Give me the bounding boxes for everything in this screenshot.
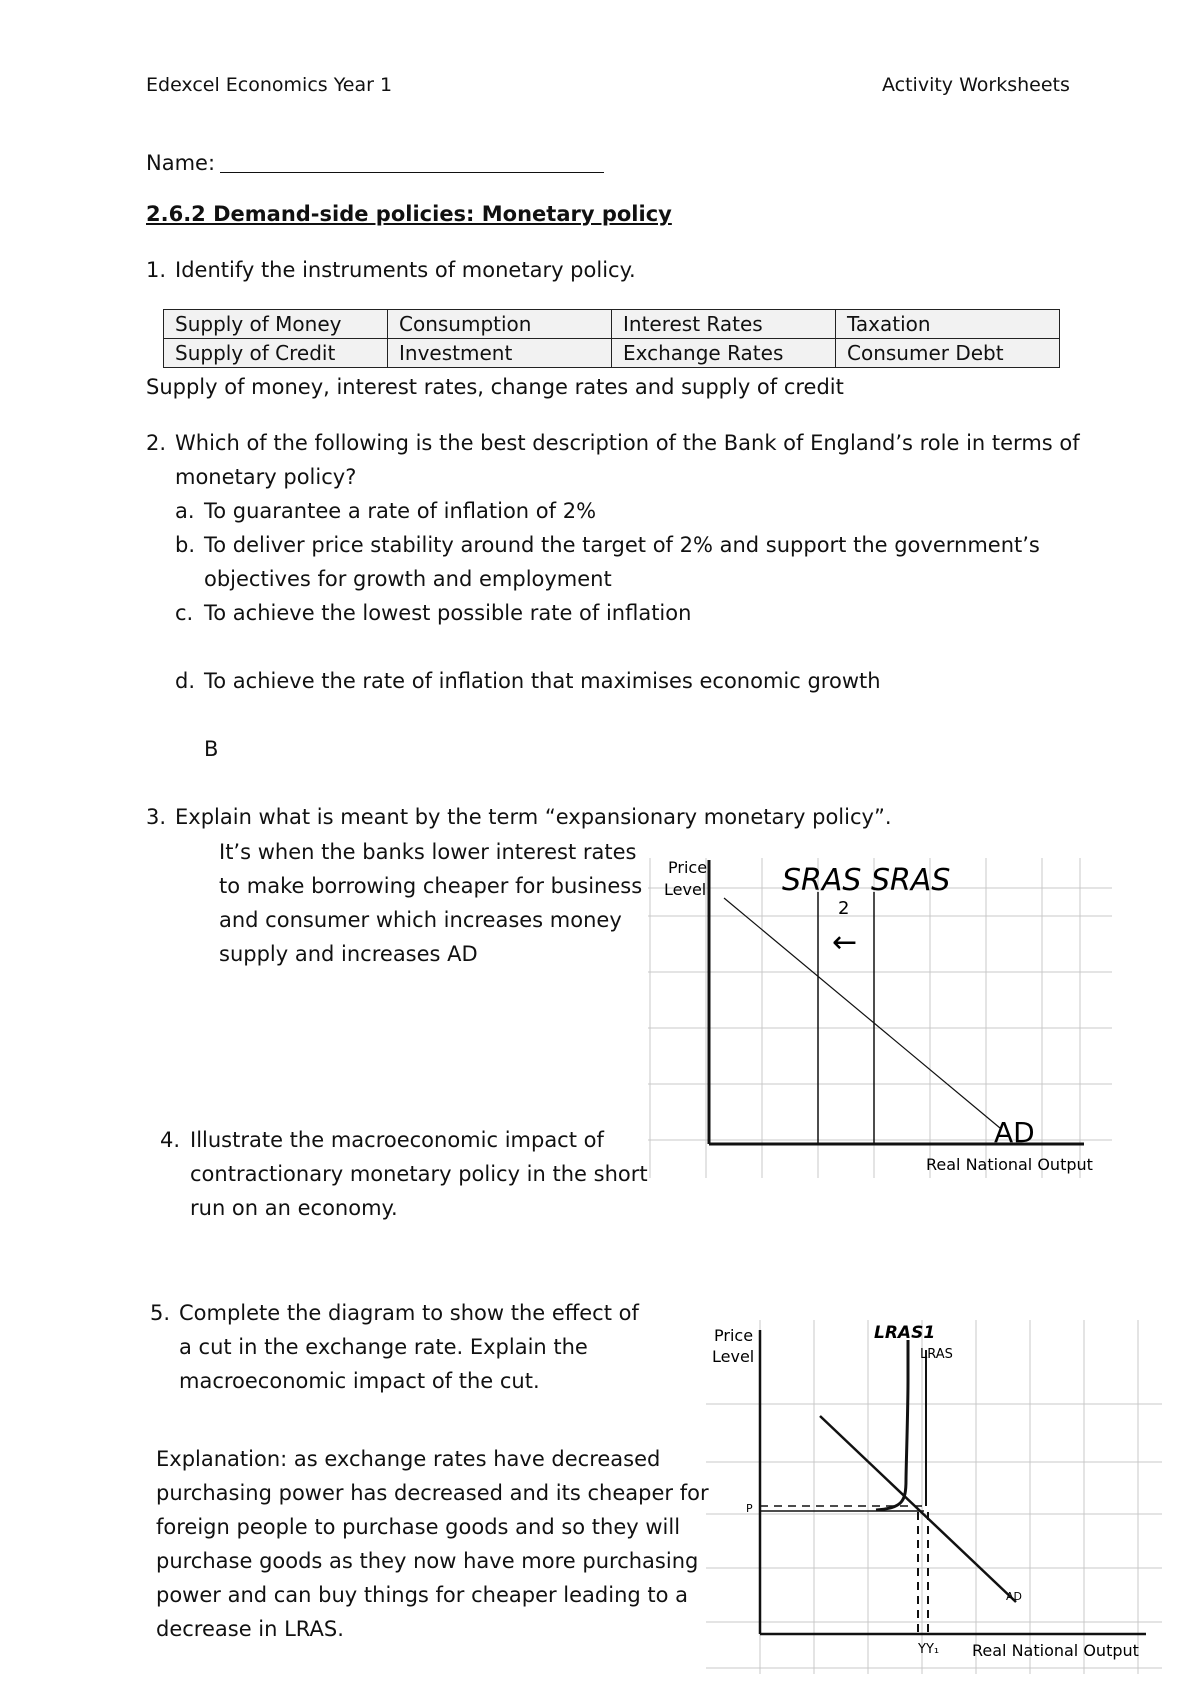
grid — [648, 858, 1112, 1178]
lras-label: LRAS — [920, 1347, 953, 1362]
x-axis-label: Real National Output — [972, 1641, 1139, 1660]
q4-number: 4. — [160, 1128, 181, 1152]
x-axis-label: Real National Output — [926, 1155, 1093, 1174]
q3-answer-line: to make borrowing cheaper for business — [219, 874, 643, 898]
q5-number: 5. — [150, 1301, 171, 1325]
q1-answer: Supply of money, interest rates, change rates and supply of credit — [146, 375, 844, 399]
table-cell: Consumption — [388, 310, 612, 339]
diagram-2-exchange-rate — [706, 1320, 1166, 1680]
q2-text-line1: Which of the following is the best description of the Bank of England’s role in terms of — [175, 431, 1080, 455]
q5-explanation-line: foreign people to purchase goods and so they will — [156, 1515, 681, 1539]
table-cell: Exchange Rates — [612, 339, 836, 368]
q3-answer-line: supply and increases AD — [219, 942, 478, 966]
q3-answer-line: It’s when the banks lower interest rates — [219, 840, 637, 864]
q5-explanation-line: purchasing power has decreased and its cheaper for — [156, 1481, 709, 1505]
q1-text: Identify the instruments of monetary policy. — [175, 258, 636, 282]
p-label: P — [746, 1502, 753, 1515]
option-d-text: To achieve the rate of inflation that maximises economic growth — [204, 669, 881, 693]
q3-answer-line: and consumer which increases money — [219, 908, 622, 932]
name-label: Name: — [146, 151, 216, 175]
option-letter: b. — [175, 533, 196, 557]
q4-text-line: Illustrate the macroeconomic impact of — [190, 1128, 604, 1152]
page-title: 2.6.2 Demand-side policies: Monetary policy — [146, 202, 672, 226]
table-cell: Interest Rates — [612, 310, 836, 339]
q5-explanation-line: decrease in LRAS. — [156, 1617, 344, 1641]
table-cell: Supply of Credit — [164, 339, 388, 368]
table-row — [164, 310, 1060, 339]
name-underline — [220, 172, 604, 173]
q5-explanation-line: purchase goods as they now have more purchasing — [156, 1549, 699, 1573]
q2-text-line2: monetary policy? — [175, 465, 357, 489]
grid — [706, 1320, 1162, 1674]
header-left: Edexcel Economics Year 1 — [146, 74, 393, 96]
table-cell: Taxation — [836, 310, 1060, 339]
lras1-handwritten-label: LRAS1 — [874, 1323, 936, 1343]
q5-explanation-line: Explanation: as exchange rates have decreased — [156, 1447, 661, 1471]
y-axis-label-2: Level — [712, 1347, 755, 1366]
q1-number: 1. — [146, 258, 167, 282]
q5-text-line: macroeconomic impact of the cut. — [179, 1369, 540, 1393]
instruments-table — [163, 309, 1060, 368]
q3-text: Explain what is meant by the term “expansionary monetary policy”. — [175, 805, 892, 829]
ad-label: AD — [1006, 1590, 1022, 1603]
table-cell: Investment — [388, 339, 612, 368]
handwritten-sras: SRAS SRAS — [782, 863, 951, 898]
table-row — [164, 339, 1060, 368]
option-a-text: To guarantee a rate of inflation of 2% — [204, 499, 597, 523]
q3-number: 3. — [146, 805, 167, 829]
q2-number: 2. — [146, 431, 167, 455]
table-cell: Supply of Money — [164, 310, 388, 339]
shift-arrow-icon: ← — [832, 925, 858, 960]
option-letter: d. — [175, 669, 196, 693]
y-axis-label-2: Level — [664, 880, 707, 899]
diagram-1-ad-as — [648, 852, 1118, 1192]
q5-explanation-line: power and can buy things for cheaper leading to a — [156, 1583, 689, 1607]
option-b-text-line2: objectives for growth and employment — [204, 567, 612, 591]
table-cell: Consumer Debt — [836, 339, 1060, 368]
option-b-text: To deliver price stability around the target of 2% and support the government’s — [204, 533, 1040, 557]
q4-text-line: contractionary monetary policy in the short — [190, 1162, 648, 1186]
q2-answer: B — [204, 737, 219, 761]
q5-text-line: Complete the diagram to show the effect of — [179, 1301, 639, 1325]
y-axis-label-1: Price — [668, 858, 708, 877]
q5-text-line: a cut in the exchange rate. Explain the — [179, 1335, 588, 1359]
option-letter: c. — [175, 601, 194, 625]
q4-text-line: run on an economy. — [190, 1196, 398, 1220]
y-axis-output-label: YY₁ — [918, 1642, 940, 1657]
y-axis-label-1: Price — [714, 1326, 754, 1345]
header-right: Activity Worksheets — [882, 74, 1070, 96]
handwritten-subscript: 2 — [838, 898, 850, 919]
option-letter: a. — [175, 499, 195, 523]
option-c-text: To achieve the lowest possible rate of inflation — [204, 601, 692, 625]
ad-label: AD — [994, 1116, 1035, 1149]
ad-curve — [724, 898, 1000, 1128]
